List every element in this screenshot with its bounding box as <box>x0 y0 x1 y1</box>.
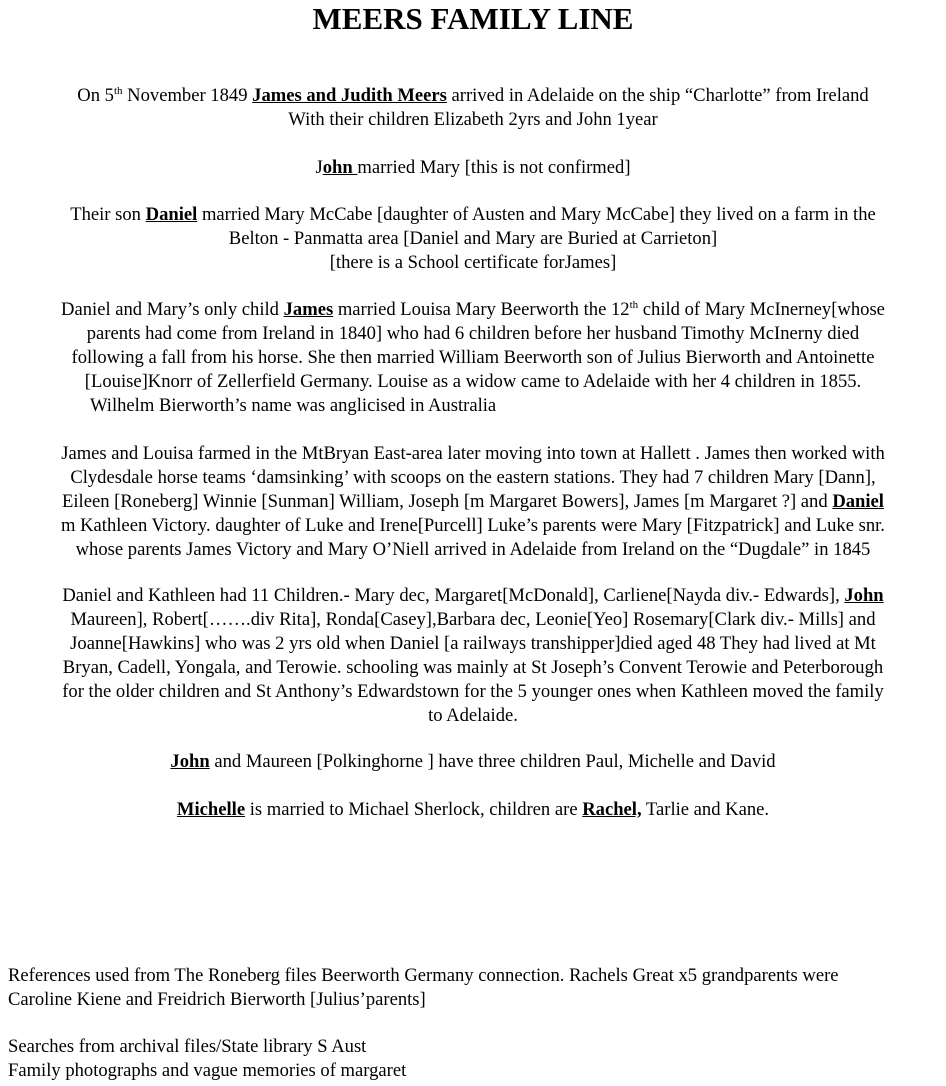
text-line <box>0 750 946 774</box>
text: Eileen [Roneberg] Winnie [Sunman] William, Joseph [m Margaret Bowers], James [m Margaret ?] and <box>62 491 833 512</box>
text: married Louisa Mary Beerworth the 12 <box>333 299 630 320</box>
text: Tarlie and Kane. <box>641 799 770 820</box>
daniel-paragraph <box>0 203 946 275</box>
text: is married to Michael Sherlock, children are <box>245 799 583 820</box>
text-line: Wilhelm Bierworth’s name was anglicised in Australia <box>90 395 497 416</box>
text-line: for the older children and St Anthony’s Edwardstown for the 5 younger ones when Kathleen moved the family <box>62 681 884 702</box>
daniel-name: Daniel <box>832 491 884 512</box>
michelle-paragraph <box>0 798 946 822</box>
superscript: th <box>113 85 123 97</box>
arrival-line <box>0 84 946 108</box>
sources-paragraph <box>8 1035 938 1083</box>
text: married Mary [this is not confirmed] <box>357 157 631 178</box>
references-paragraph <box>8 964 938 1012</box>
text-line: Caroline Kiene and Freidrich Bierworth [Julius’parents] <box>8 989 426 1010</box>
text-line: References used from The Roneberg files Beerworth Germany connection. Rachels Great x5 grandparents were <box>8 965 839 986</box>
text: Daniel and Mary’s only child <box>61 299 284 320</box>
text-line: m Kathleen Victory. daughter of Luke and Irene[Purcell] Luke’s parents were Mary [Fitzpatrick] and Luke snr. <box>61 515 885 536</box>
james-judith-name: James and Judith Meers <box>252 85 447 106</box>
daniel-name: Daniel <box>145 204 198 225</box>
text-line: Clydesdale horse teams ‘damsinking’ with scoops on the eastern stations. They had 7 children Mary [Dann], <box>70 467 876 488</box>
belton-line: Belton - Panmatta area [Daniel and Mary are Buried at Carrieton] <box>228 228 718 249</box>
john-maureen-paragraph <box>0 750 946 774</box>
text-line: Family photographs and vague memories of margaret <box>8 1060 407 1081</box>
text-line <box>0 798 946 822</box>
text: arrived in Adelaide on the ship “Charlotte” from Ireland <box>446 85 869 106</box>
text-line <box>0 584 946 608</box>
john-name: John <box>170 751 210 772</box>
page-title: MEERS FAMILY LINE <box>312 1 634 36</box>
kathleen-paragraph <box>0 584 946 728</box>
arrival-paragraph <box>0 84 946 132</box>
john-paragraph <box>0 156 946 180</box>
text: married Mary McCabe [daughter of Austen and Mary McCabe] they lived on a farm in the <box>197 204 876 225</box>
text-line <box>0 490 946 514</box>
john-name: John <box>844 585 884 606</box>
james-name: James <box>283 299 334 320</box>
text: and Maureen [Polkinghorne ] have three children Paul, Michelle and David <box>209 751 776 772</box>
daniel-line <box>0 203 946 227</box>
text-line: Searches from archival files/State library S Aust <box>8 1036 367 1057</box>
school-line: [there is a School certificate forJames] <box>329 252 617 273</box>
michelle-name: Michelle <box>176 799 246 820</box>
text: child of Mary McInerney[whose <box>638 299 885 320</box>
john-line <box>0 156 946 180</box>
text-line: following a fall from his horse. She then married William Beerworth son of Julius Bierworth and Antoinette <box>71 347 875 368</box>
text: Their son <box>70 204 146 225</box>
text-line: whose parents James Victory and Mary O’Niell arrived in Adelaide from Ireland on the “Dugdale” in 1845 <box>75 539 871 560</box>
children-line: With their children Elizabeth 2yrs and John 1year <box>288 109 658 130</box>
text: Daniel and Kathleen had 11 Children.- Mary dec, Margaret[McDonald], Carliene[Nayda div.- Edwards], <box>62 585 845 606</box>
john-name: ohn <box>322 157 358 178</box>
rachel-name: Rachel, <box>582 799 642 820</box>
text: November 1849 <box>122 85 253 106</box>
text-line: Bryan, Cadell, Yongala, and Terowie. schooling was mainly at St Joseph’s Convent Terowie and Peterborough <box>62 657 884 678</box>
text-line: to Adelaide. <box>428 705 518 726</box>
james-paragraph <box>0 298 946 418</box>
text-line: Maureen], Robert[…….div Rita], Ronda[Casey],Barbara dec, Leonie[Yeo] Rosemary[Clark div.- Mills] and <box>70 609 876 630</box>
text: On 5 <box>77 85 114 106</box>
james-line <box>0 298 946 322</box>
text-line: [Louise]Knorr of Zellerfield Germany. Louise as a widow came to Adelaide with her 4 children in 1855. <box>84 371 862 392</box>
superscript: th <box>629 299 639 311</box>
text-line: parents had come from Ireland in 1840] who had 6 children before her husband Timothy McInerny died <box>86 323 860 344</box>
louisa-paragraph <box>0 442 946 562</box>
text-line: James and Louisa farmed in the MtBryan East-area later moving into town at Hallett . James then worked with <box>61 443 885 464</box>
text: J <box>315 157 323 178</box>
text-line: Joanne[Hawkins] who was 2 yrs old when Daniel [a railways transhipper]died aged 48 They had lived at Mt <box>70 633 876 654</box>
